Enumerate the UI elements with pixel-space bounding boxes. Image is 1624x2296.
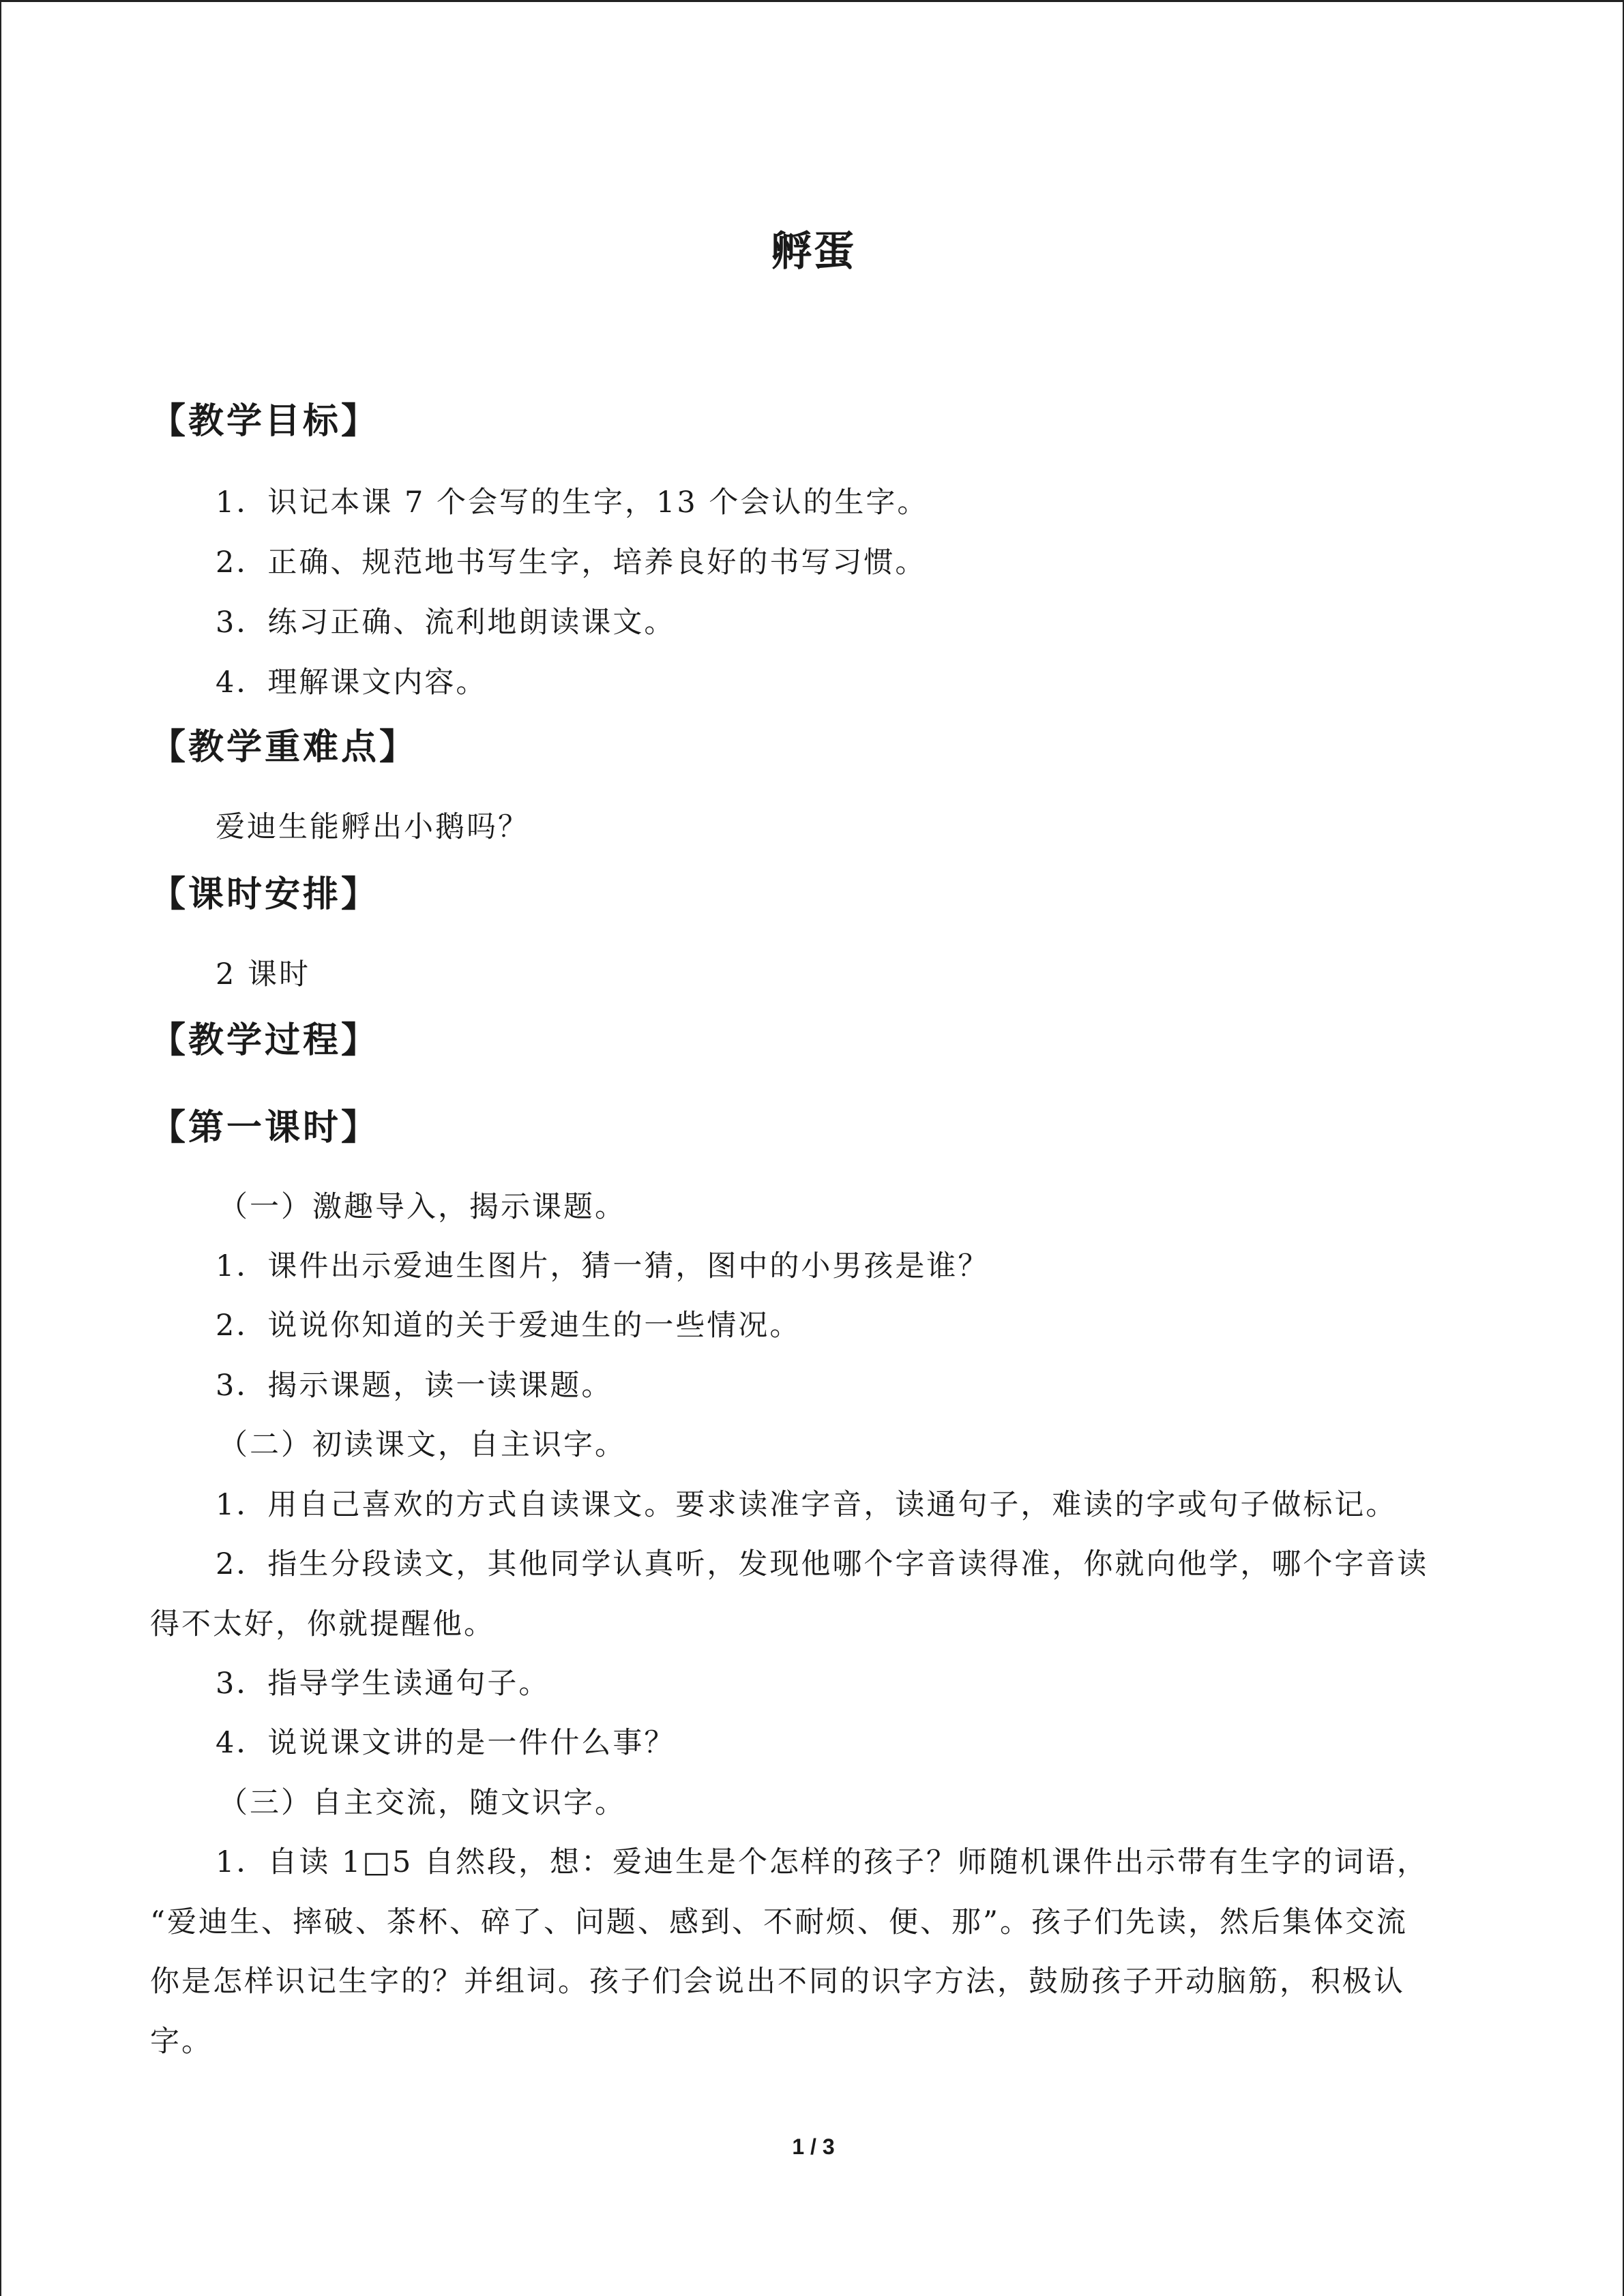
goal-item-3: 3．练习正确、流利地朗读课文。 — [216, 606, 676, 640]
part3-item-1-line-1: 1．自读 1□5 自然段，想：爱迪生是个怎样的孩子？师随机课件出示带有生字的词语， — [216, 1845, 1429, 1879]
goal-item-2: 2．正确、规范地书写生字，培养良好的书写习惯。 — [216, 546, 927, 580]
part1-item-1: 1．课件出示爱迪生图片，猜一猜，图中的小男孩是谁？ — [216, 1249, 990, 1283]
part2-item-2-line-1: 2．指生分段读文，其他同学认真听，发现他哪个字音读得准，你就向他学，哪个字音读 — [216, 1547, 1429, 1581]
part1-item-3: 3．揭示课题，读一读课题。 — [216, 1369, 613, 1403]
part1-item-2: 2．说说你知道的关于爱迪生的一些情况。 — [216, 1309, 801, 1343]
part2-item-4: 4．说说课文讲的是一件什么事？ — [216, 1726, 676, 1760]
key-points-text: 爱迪生能孵出小鹅吗？ — [216, 810, 529, 844]
heading-teaching-goals: 【教学目标】 — [150, 400, 380, 442]
part2-item-2-line-2: 得不太好，你就提醒他。 — [150, 1607, 495, 1641]
part3-item-1-line-3: 你是怎样识记生字的？并组词。孩子们会说出不同的识字方法，鼓励孩子开动脑筋，积极认 — [150, 1965, 1405, 1999]
schedule-text: 2 课时 — [216, 957, 311, 992]
goal-item-1: 1．识记本课 7 个会写的生字，13 个会认的生字。 — [216, 486, 929, 520]
part3-item-1-line-2: “爱迪生、摔破、茶杯、碎了、问题、感到、不耐烦、便、那”。孩子们先读，然后集体交流 — [150, 1905, 1408, 1939]
heading-first-lesson: 【第一课时】 — [150, 1107, 380, 1148]
part1-title: （一）激趣导入，揭示课题。 — [218, 1190, 626, 1224]
goal-item-4: 4．理解课文内容。 — [216, 666, 488, 700]
part3-title: （三）自主交流，随文识字。 — [218, 1786, 626, 1820]
document-title: 孵蛋 — [771, 228, 856, 275]
part3-item-1-line-4: 字。 — [150, 2025, 213, 2059]
part2-item-1: 1．用自己喜欢的方式自读课文。要求读准字音，读通句子，难读的字或句子做标记。 — [216, 1488, 1398, 1522]
heading-key-points: 【教学重难点】 — [150, 726, 418, 768]
page-indicator: 1 / 3 — [792, 2134, 835, 2159]
heading-schedule: 【课时安排】 — [150, 874, 380, 915]
part2-title: （二）初读课文，自主识字。 — [218, 1428, 626, 1462]
part2-item-3: 3．指导学生读通句子。 — [216, 1667, 550, 1701]
heading-process: 【教学过程】 — [150, 1019, 380, 1061]
